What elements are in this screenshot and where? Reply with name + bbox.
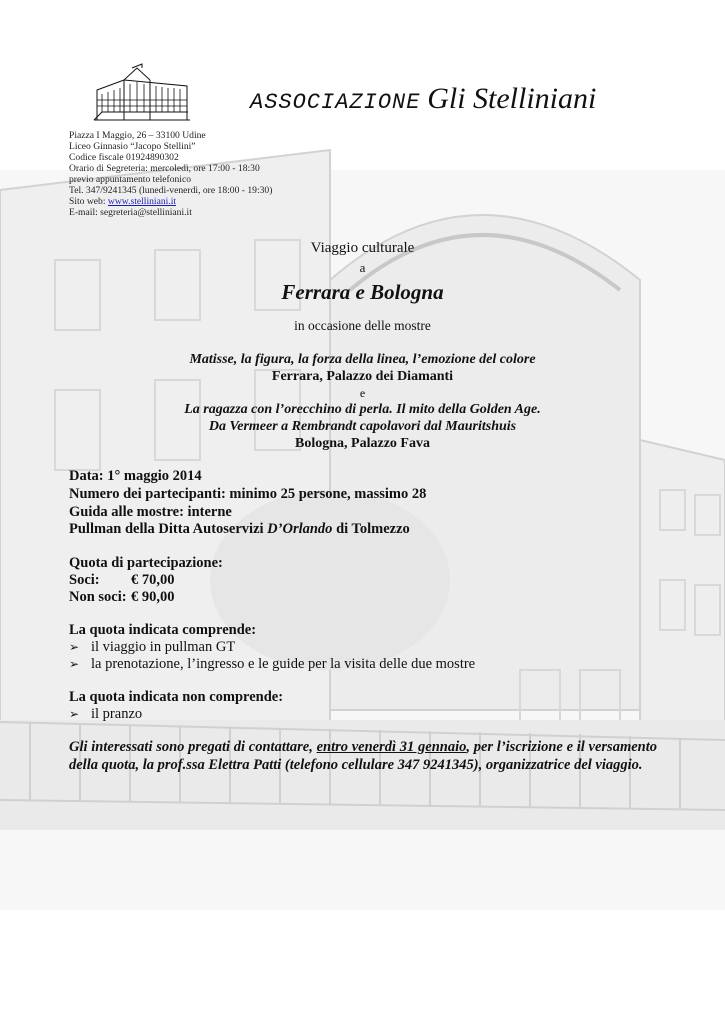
exhibit-2-title-line2: Da Vermeer a Rembrandt capolavori dal Mauritshuis [208,419,517,434]
contact-tax-code: Codice fiscale 01924890302 [69,152,179,163]
trip-date: Data: 1° maggio 2014 [69,468,202,484]
contact-instructions [69,738,657,774]
fee-nonmembers-label: Non soci: [69,589,127,605]
instructions-part-2: , per l’iscrizione e il versamento della quota, la prof.ssa Elettra Patti (telefono cellulare 347 9241345), organizzatrice del viaggio. [69,739,658,773]
contact-appointment: previo appuntamento telefonico [69,174,192,185]
includes-item-text: la prenotazione, l’ingresso e le guide per la visita delle due mostre [91,656,476,672]
fees-heading: Quota di partecipazione: [69,555,223,571]
arrow-bullet-icon: ➢ [69,640,80,654]
exhibit-1-place: Ferrara, Palazzo dei Diamanti [271,369,454,384]
excludes-heading: La quota indicata non comprende: [69,689,284,705]
exhibit-conjunction: e [359,386,366,400]
exhibit-1-title: Matisse, la figura, la forza della linea, l’emozione del colore [189,352,536,367]
contact-phone: Tel. 347/9241345 (lunedì-venerdì, ore 18:00 - 19:30) [69,185,273,196]
website-link[interactable]: www.stelliniani.it [107,196,177,207]
website-label: Sito web: [69,196,108,207]
trip-occasion: in occasione delle mostre [294,318,431,333]
arrow-bullet-icon: ➢ [69,707,80,721]
includes-item [69,656,475,673]
bus-company: D’Orlando [267,521,333,537]
fee-nonmembers-price: € 90,00 [131,589,175,605]
includes-item-text: il viaggio in pullman GT [91,639,236,655]
exhibit-2-title-line1: La ragazza con l’orecchino di perla. Il mito della Golden Age. [184,402,541,417]
fee-nonmembers [69,589,175,606]
fee-members-price: € 70,00 [131,572,175,588]
contact-info [69,130,272,218]
trip-participants: Numero dei partecipanti: minimo 25 persone, massimo 28 [69,486,427,502]
association-name: Gli Stelliniani [427,82,597,115]
bus-suffix: di Tolmezzo [332,521,410,537]
fee-members [69,572,175,589]
includes-heading: La quota indicata comprende: [69,622,257,638]
fee-members-label: Soci: [69,572,100,588]
includes-item [69,639,235,656]
trip-bus [69,521,410,538]
trip-guide: Guida alle mostre: interne [69,504,232,520]
contact-email: E-mail: segreteria@stelliniani.it [69,207,192,218]
contact-website [69,196,272,207]
trip-destination: Ferrara e Bologna [281,280,444,304]
bus-prefix: Pullman della Ditta Autoservizi [69,521,268,537]
association-title [250,82,596,116]
contact-office-hours: Orario di Segreteria: mercoledì, ore 17:00 - 18:30 [69,163,260,174]
instructions-part-1: Gli interessati sono pregati di contattare, [69,739,317,755]
excludes-item-text: il pranzo [91,706,143,722]
association-logo-building [92,62,192,124]
contact-school: Liceo Ginnasio “Jacopo Stellini” [69,141,196,152]
trip-heading: Viaggio culturale [310,240,415,256]
association-word: ASSOCIAZIONE [250,90,421,115]
excludes-item [69,706,142,723]
deadline: entro venerdì 31 gennaio [316,739,467,755]
arrow-bullet-icon: ➢ [69,657,80,671]
contact-address: Piazza I Maggio, 26 – 33100 Udine [69,130,206,141]
trip-preposition: a [359,260,366,275]
exhibit-2-place: Bologna, Palazzo Fava [295,436,430,451]
